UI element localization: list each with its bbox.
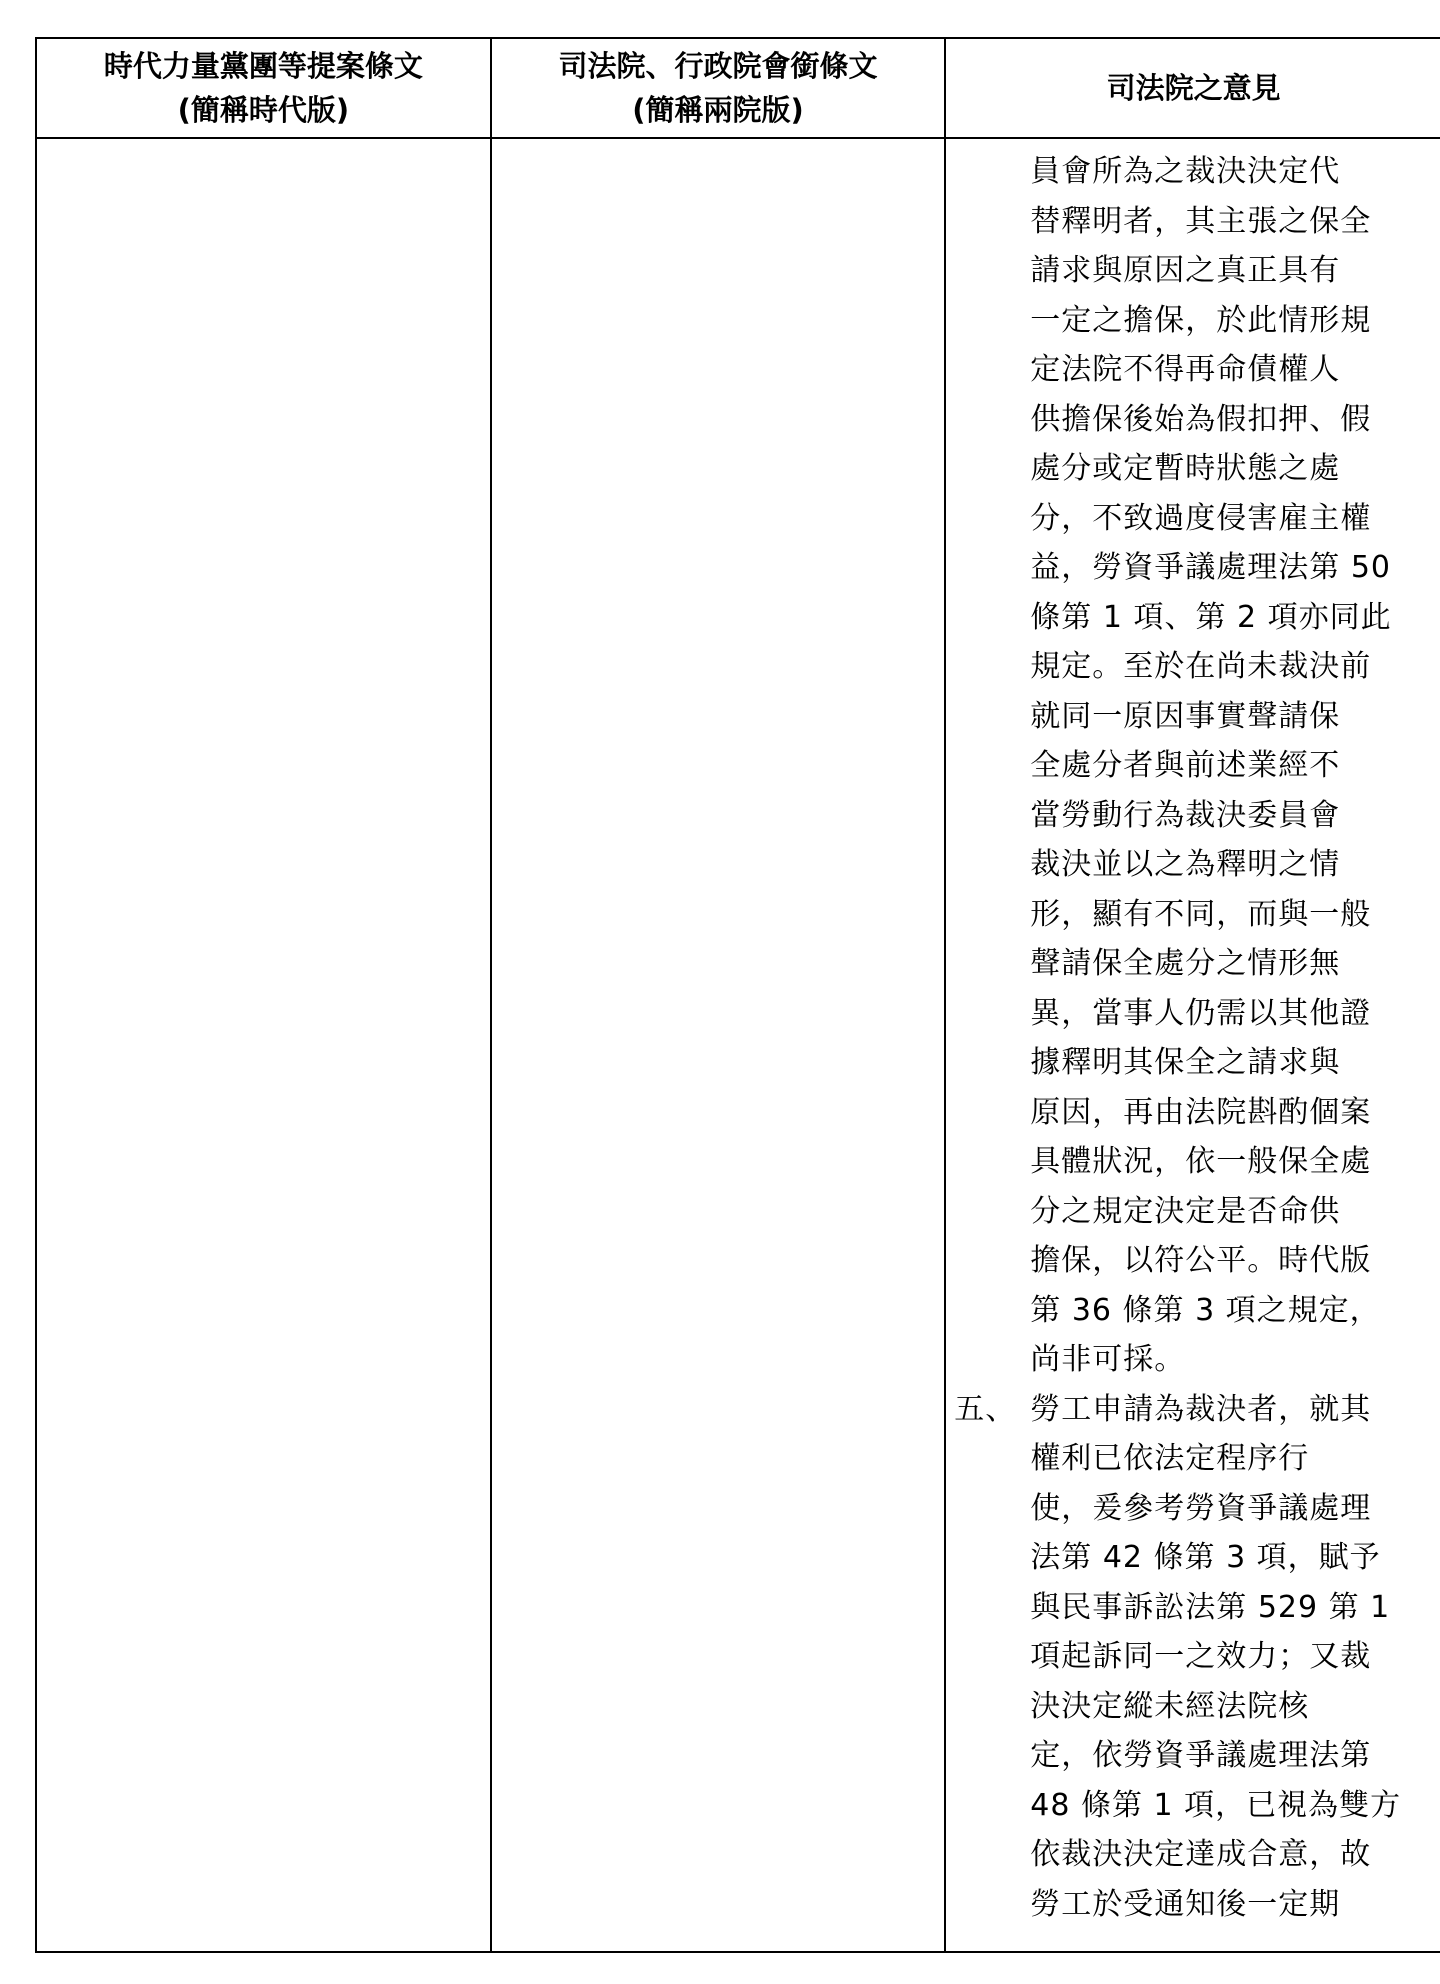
opinion-line: 替釋明者，其主張之保全 <box>1030 203 1372 239</box>
opinion-line: 員會所為之裁決決定代 <box>1030 154 1341 189</box>
opinion-line: 定，依勞資爭議處理法第 <box>1030 1738 1372 1773</box>
new-power-version-cell <box>36 138 491 1952</box>
judicial-opinion-cell <box>945 138 1440 1952</box>
header-two-yuan-version <box>491 38 946 138</box>
opinion-line: 處分或定暫時狀態之處 <box>1030 451 1341 486</box>
header-line-1: 司法院、行政院會銜條文 <box>558 49 878 83</box>
opinion-line: 分，不致過度侵害雇主權 <box>1030 500 1372 536</box>
opinion-line: 項起訴同一之效力；又裁 <box>1030 1639 1372 1674</box>
opinion-line: 48 條第 1 項，已視為雙方 <box>1030 1787 1402 1823</box>
header-new-power-version <box>36 38 491 138</box>
opinion-line: 使，爰參考勞資爭議處理 <box>1030 1490 1372 1526</box>
opinion-line: 益，勞資爭議處理法第 50 <box>1030 550 1391 585</box>
opinion-line: 擔保，以符公平。時代版 <box>1030 1243 1372 1278</box>
opinion-line: 形，顯有不同，而與一般 <box>1030 896 1372 932</box>
item-five-text <box>1030 1385 1433 1930</box>
opinion-item-five <box>954 1385 1433 1930</box>
opinion-line: 聲請保全處分之情形無 <box>1030 946 1341 981</box>
opinion-continuation-paragraph <box>954 147 1433 1385</box>
comparison-table <box>35 37 1440 1953</box>
opinion-line: 全處分者與前述業經不 <box>1030 748 1341 783</box>
opinion-line: 原因，再由法院斟酌個案 <box>1030 1094 1372 1130</box>
opinion-line: 權利已依法定程序行 <box>1030 1441 1310 1476</box>
opinion-line: 據釋明其保全之請求與 <box>1030 1045 1341 1080</box>
opinion-line: 分之規定決定是否命供 <box>1030 1193 1341 1229</box>
table-row <box>36 138 1440 1952</box>
opinion-text <box>946 139 1440 1929</box>
opinion-line: 勞工於受通知後一定期 <box>1030 1886 1341 1922</box>
opinion-line: 與民事訴訟法第 529 第 1 <box>1030 1589 1391 1625</box>
opinion-line: 定法院不得再命債權人 <box>1030 352 1341 387</box>
opinion-line: 具體狀況，依一般保全處 <box>1030 1144 1372 1179</box>
opinion-line: 規定。至於在尚未裁決前 <box>1030 649 1372 684</box>
two-yuan-version-cell <box>491 138 946 1952</box>
header-line-1: 時代力量黨團等提案條文 <box>103 49 423 83</box>
opinion-line: 決決定縱未經法院核 <box>1030 1688 1310 1724</box>
header-line-1: 司法院之意見 <box>1106 71 1281 105</box>
opinion-line: 請求與原因之真正具有 <box>1030 253 1341 288</box>
item-marker: 五、 <box>954 1391 1017 1427</box>
opinion-line: 法第 42 條第 3 項，賦予 <box>1030 1540 1381 1575</box>
opinion-line: 就同一原因事實聲請保 <box>1030 698 1341 734</box>
opinion-line: 勞工申請為裁決者，就其 <box>1030 1391 1372 1427</box>
header-judicial-opinion <box>945 38 1440 138</box>
opinion-line: 裁決並以之為釋明之情 <box>1030 847 1341 882</box>
header-line-2: (簡稱時代版) <box>177 93 350 127</box>
opinion-line: 依裁決決定達成合意，故 <box>1030 1837 1372 1872</box>
table-header-row <box>36 38 1440 138</box>
opinion-line: 供擔保後始為假扣押、假 <box>1030 401 1372 437</box>
opinion-line: 當勞動行為裁決委員會 <box>1030 797 1341 833</box>
opinion-line: 條第 1 項、第 2 項亦同此 <box>1030 599 1392 635</box>
opinion-line: 第 36 條第 3 項之規定， <box>1030 1292 1381 1328</box>
opinion-line: 尚非可採。 <box>1030 1342 1186 1377</box>
opinion-line: 一定之擔保，於此情形規 <box>1030 302 1372 338</box>
header-line-2: (簡稱兩院版) <box>632 93 804 127</box>
opinion-line: 異，當事人仍需以其他證 <box>1030 995 1372 1031</box>
